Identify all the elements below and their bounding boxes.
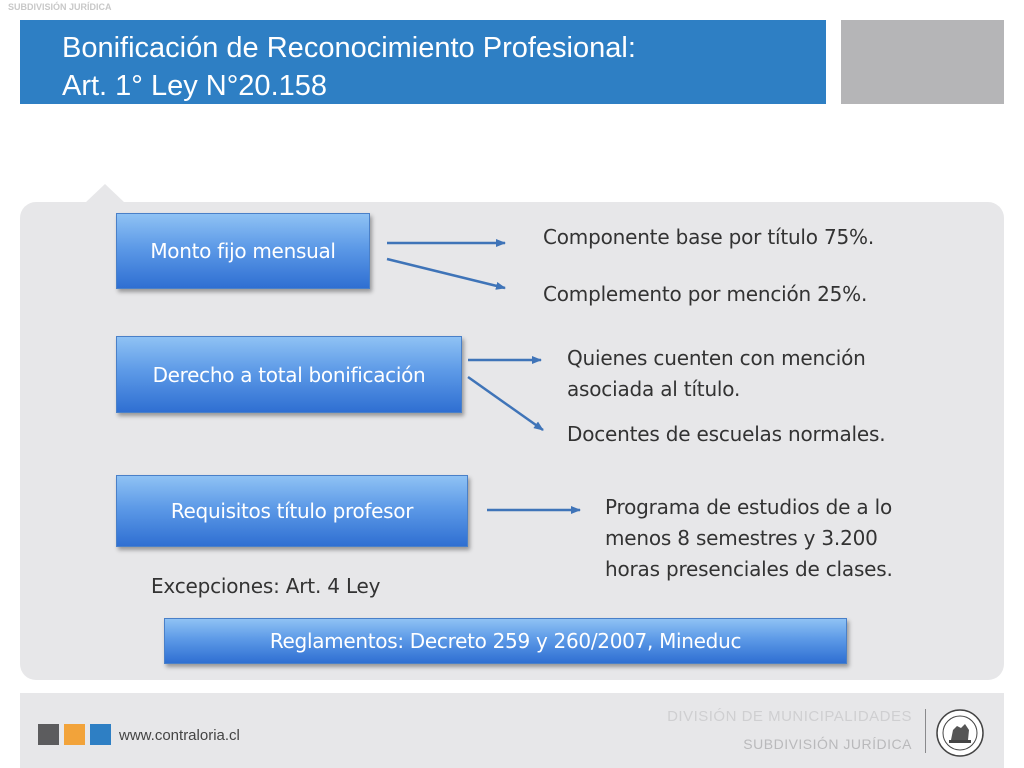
slide-title-line2: Art. 1° Ley N°20.158 [62, 70, 328, 102]
monto-fijo-label: Monto fijo mensual [150, 239, 336, 263]
arrow-right-icon [387, 259, 505, 288]
division-label: DIVISIÓN DE MUNICIPALIDADES [667, 708, 912, 725]
complemento-text: Complemento por mención 25%. [543, 282, 868, 306]
slide-title-line1: Bonificación de Reconocimiento Profesional: [62, 32, 636, 64]
programa-text-line1: Programa de estudios de a lo [605, 495, 893, 519]
programa-text-line2: menos 8 semestres y 3.200 [605, 526, 878, 550]
quienes-text-line1: Quienes cuenten con mención [567, 346, 866, 370]
top-label: SUBDIVISIÓN JURÍDICA [8, 2, 112, 12]
reglamentos-label: Reglamentos: Decreto 259 y 260/2007, Mineduc [269, 629, 742, 653]
footer-square-orange [64, 724, 85, 745]
footer-square-grey [38, 724, 59, 745]
componente-text: Componente base por título 75%. [543, 225, 874, 249]
quienes-text-line2: asociada al título. [567, 377, 741, 401]
subdivision-label: SUBDIVISIÓN JURÍDICA [743, 736, 912, 752]
footer-square-blue [90, 724, 111, 745]
contraloria-seal-icon [935, 708, 985, 758]
requisitos-titulo-label: Requisitos título profesor [170, 499, 414, 523]
excepciones-text: Excepciones: Art. 4 Ley [151, 574, 381, 598]
docentes-text: Docentes de escuelas normales. [567, 422, 886, 446]
arrow-right-icon [468, 377, 543, 430]
website-link[interactable]: www.contraloria.cl [119, 727, 240, 744]
programa-text-line3: horas presenciales de clases. [605, 557, 893, 581]
footer-divider [925, 709, 926, 753]
derecho-bonificacion-label: Derecho a total bonificación [152, 362, 426, 387]
